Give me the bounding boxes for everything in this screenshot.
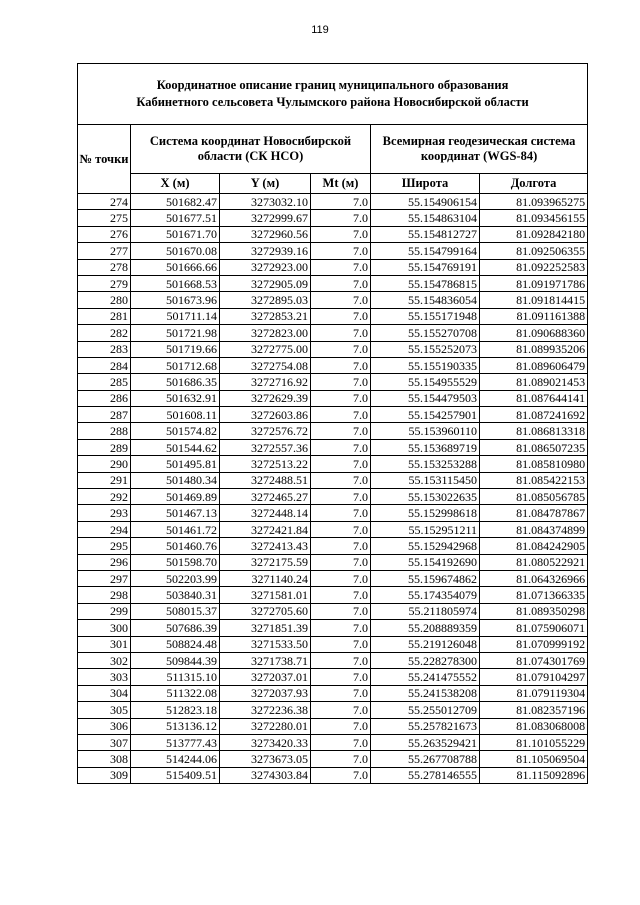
cell-y: 3272853.21 — [220, 308, 311, 324]
cell-longitude: 81.085810980 — [480, 456, 588, 472]
cell-mt: 7.0 — [311, 194, 371, 210]
cell-point-number: 293 — [78, 505, 131, 521]
table-row — [78, 751, 588, 767]
cell-point-number: 274 — [78, 194, 131, 210]
cell-x: 513136.12 — [131, 718, 220, 734]
cell-point-number: 287 — [78, 407, 131, 423]
cell-x: 501670.08 — [131, 243, 220, 259]
cell-y: 3272939.16 — [220, 243, 311, 259]
cell-longitude: 81.092842180 — [480, 226, 588, 242]
cell-point-number: 297 — [78, 570, 131, 586]
cell-mt: 7.0 — [311, 718, 371, 734]
cell-mt: 7.0 — [311, 685, 371, 701]
cell-y: 3273032.10 — [220, 194, 311, 210]
cell-y: 3272895.03 — [220, 292, 311, 308]
cell-y: 3274303.84 — [220, 767, 311, 783]
cell-latitude: 55.154479503 — [371, 390, 480, 406]
cell-longitude: 81.093965275 — [480, 194, 588, 210]
cell-latitude: 55.154955529 — [371, 374, 480, 390]
cell-latitude: 55.155190335 — [371, 357, 480, 373]
cell-latitude: 55.153253288 — [371, 456, 480, 472]
cell-longitude: 81.080522921 — [480, 554, 588, 570]
cell-y: 3273673.05 — [220, 751, 311, 767]
table-row — [78, 669, 588, 685]
cell-y: 3271533.50 — [220, 636, 311, 652]
table-row — [78, 505, 588, 521]
table-row — [78, 587, 588, 603]
cell-mt: 7.0 — [311, 456, 371, 472]
cell-x: 501608.11 — [131, 407, 220, 423]
cell-x: 508015.37 — [131, 603, 220, 619]
cell-point-number: 308 — [78, 751, 131, 767]
cell-y: 3272576.72 — [220, 423, 311, 439]
table-row — [78, 423, 588, 439]
cell-x: 512823.18 — [131, 702, 220, 718]
cell-longitude: 81.084242905 — [480, 538, 588, 554]
coordinates-table — [77, 63, 588, 784]
cell-x: 501544.62 — [131, 439, 220, 455]
cell-point-number: 306 — [78, 718, 131, 734]
cell-mt: 7.0 — [311, 702, 371, 718]
header-y: Y (м) — [220, 174, 311, 194]
table-row — [78, 734, 588, 750]
cell-y: 3272960.56 — [220, 226, 311, 242]
cell-y: 3272413.43 — [220, 538, 311, 554]
cell-longitude: 81.089021453 — [480, 374, 588, 390]
cell-x: 501598.70 — [131, 554, 220, 570]
cell-point-number: 307 — [78, 734, 131, 750]
cell-latitude: 55.219126048 — [371, 636, 480, 652]
table-row — [78, 620, 588, 636]
cell-x: 501469.89 — [131, 489, 220, 505]
cell-x: 515409.51 — [131, 767, 220, 783]
cell-x: 511315.10 — [131, 669, 220, 685]
cell-x: 501721.98 — [131, 325, 220, 341]
cell-latitude: 55.153022635 — [371, 489, 480, 505]
cell-point-number: 294 — [78, 521, 131, 537]
cell-point-number: 305 — [78, 702, 131, 718]
cell-latitude: 55.153115450 — [371, 472, 480, 488]
cell-point-number: 299 — [78, 603, 131, 619]
cell-y: 3271738.71 — [220, 652, 311, 668]
cell-x: 501682.47 — [131, 194, 220, 210]
table-row — [78, 652, 588, 668]
cell-point-number: 277 — [78, 243, 131, 259]
table-row — [78, 521, 588, 537]
cell-y: 3271851.39 — [220, 620, 311, 636]
table-row — [78, 407, 588, 423]
table-title-line-1: Координатное описание границ муниципального образования — [156, 78, 509, 92]
cell-latitude: 55.153689719 — [371, 439, 480, 455]
cell-mt: 7.0 — [311, 407, 371, 423]
cell-point-number: 280 — [78, 292, 131, 308]
cell-point-number: 288 — [78, 423, 131, 439]
cell-x: 503840.31 — [131, 587, 220, 603]
cell-longitude: 81.091161388 — [480, 308, 588, 324]
cell-y: 3272705.60 — [220, 603, 311, 619]
cell-mt: 7.0 — [311, 374, 371, 390]
cell-mt: 7.0 — [311, 554, 371, 570]
cell-longitude: 81.093456155 — [480, 210, 588, 226]
header-mt: Mt (м) — [311, 174, 371, 194]
cell-x: 501712.68 — [131, 357, 220, 373]
cell-y: 3272999.67 — [220, 210, 311, 226]
cell-mt: 7.0 — [311, 669, 371, 685]
cell-x: 501719.66 — [131, 341, 220, 357]
cell-latitude: 55.155171948 — [371, 308, 480, 324]
cell-y: 3272775.00 — [220, 341, 311, 357]
cell-mt: 7.0 — [311, 390, 371, 406]
table-row — [78, 374, 588, 390]
cell-longitude: 81.070999192 — [480, 636, 588, 652]
cell-longitude: 81.085422153 — [480, 472, 588, 488]
cell-latitude: 55.263529421 — [371, 734, 480, 750]
table-row — [78, 357, 588, 373]
cell-longitude: 81.091971786 — [480, 275, 588, 291]
cell-longitude: 81.089935206 — [480, 341, 588, 357]
cell-latitude: 55.152951211 — [371, 521, 480, 537]
table-row — [78, 636, 588, 652]
cell-latitude: 55.155252073 — [371, 341, 480, 357]
table-row — [78, 718, 588, 734]
cell-point-number: 304 — [78, 685, 131, 701]
cell-latitude: 55.154257901 — [371, 407, 480, 423]
cell-x: 507686.39 — [131, 620, 220, 636]
cell-mt: 7.0 — [311, 423, 371, 439]
cell-y: 3273420.33 — [220, 734, 311, 750]
table-row — [78, 570, 588, 586]
table-row — [78, 325, 588, 341]
cell-point-number: 301 — [78, 636, 131, 652]
cell-latitude: 55.152942968 — [371, 538, 480, 554]
header-wgs-system: Всемирная геодезическая система координат (WGS-84) — [371, 125, 588, 174]
table-row — [78, 603, 588, 619]
cell-point-number: 303 — [78, 669, 131, 685]
cell-y: 3272823.00 — [220, 325, 311, 341]
cell-point-number: 302 — [78, 652, 131, 668]
cell-y: 3272488.51 — [220, 472, 311, 488]
cell-latitude: 55.154836054 — [371, 292, 480, 308]
cell-longitude: 81.091814415 — [480, 292, 588, 308]
cell-mt: 7.0 — [311, 751, 371, 767]
cell-point-number: 300 — [78, 620, 131, 636]
cell-latitude: 55.174354079 — [371, 587, 480, 603]
cell-mt: 7.0 — [311, 652, 371, 668]
table-row — [78, 554, 588, 570]
cell-point-number: 281 — [78, 308, 131, 324]
cell-point-number: 279 — [78, 275, 131, 291]
cell-x: 513777.43 — [131, 734, 220, 750]
cell-mt: 7.0 — [311, 587, 371, 603]
cell-point-number: 292 — [78, 489, 131, 505]
cell-x: 501711.14 — [131, 308, 220, 324]
cell-mt: 7.0 — [311, 226, 371, 242]
cell-mt: 7.0 — [311, 570, 371, 586]
cell-mt: 7.0 — [311, 275, 371, 291]
cell-longitude: 81.089350298 — [480, 603, 588, 619]
cell-longitude: 81.087241692 — [480, 407, 588, 423]
cell-longitude: 81.079104297 — [480, 669, 588, 685]
cell-point-number: 295 — [78, 538, 131, 554]
cell-y: 3271581.01 — [220, 587, 311, 603]
header-local-system: Система координат Новосибирской области (СК НСО) — [131, 125, 371, 174]
cell-y: 3272421.84 — [220, 521, 311, 537]
cell-longitude: 81.092506355 — [480, 243, 588, 259]
cell-y: 3272603.86 — [220, 407, 311, 423]
cell-longitude: 81.079119304 — [480, 685, 588, 701]
cell-mt: 7.0 — [311, 439, 371, 455]
cell-point-number: 286 — [78, 390, 131, 406]
cell-mt: 7.0 — [311, 489, 371, 505]
cell-point-number: 276 — [78, 226, 131, 242]
cell-mt: 7.0 — [311, 636, 371, 652]
cell-point-number: 291 — [78, 472, 131, 488]
cell-x: 501671.70 — [131, 226, 220, 242]
cell-mt: 7.0 — [311, 620, 371, 636]
cell-longitude: 81.105069504 — [480, 751, 588, 767]
cell-mt: 7.0 — [311, 734, 371, 750]
cell-y: 3272037.01 — [220, 669, 311, 685]
table-row — [78, 685, 588, 701]
table-row — [78, 439, 588, 455]
cell-latitude: 55.154863104 — [371, 210, 480, 226]
cell-x: 501677.51 — [131, 210, 220, 226]
cell-y: 3272754.08 — [220, 357, 311, 373]
cell-latitude: 55.267708788 — [371, 751, 480, 767]
cell-longitude: 81.064326966 — [480, 570, 588, 586]
cell-point-number: 278 — [78, 259, 131, 275]
cell-latitude: 55.154799164 — [371, 243, 480, 259]
cell-longitude: 81.071366335 — [480, 587, 588, 603]
cell-latitude: 55.153960110 — [371, 423, 480, 439]
cell-latitude: 55.155270708 — [371, 325, 480, 341]
cell-longitude: 81.074301769 — [480, 652, 588, 668]
cell-longitude: 81.084787867 — [480, 505, 588, 521]
cell-point-number: 282 — [78, 325, 131, 341]
cell-mt: 7.0 — [311, 538, 371, 554]
cell-mt: 7.0 — [311, 521, 371, 537]
cell-x: 501495.81 — [131, 456, 220, 472]
cell-x: 501666.66 — [131, 259, 220, 275]
cell-x: 502203.99 — [131, 570, 220, 586]
cell-longitude: 81.092252583 — [480, 259, 588, 275]
cell-y: 3272513.22 — [220, 456, 311, 472]
table-row — [78, 702, 588, 718]
cell-x: 511322.08 — [131, 685, 220, 701]
cell-mt: 7.0 — [311, 243, 371, 259]
cell-y: 3272280.01 — [220, 718, 311, 734]
table-row — [78, 259, 588, 275]
cell-latitude: 55.154906154 — [371, 194, 480, 210]
header-longitude: Долгота — [480, 174, 588, 194]
cell-y: 3271140.24 — [220, 570, 311, 586]
cell-point-number: 285 — [78, 374, 131, 390]
table-row — [78, 390, 588, 406]
cell-latitude: 55.255012709 — [371, 702, 480, 718]
cell-longitude: 81.101055229 — [480, 734, 588, 750]
cell-latitude: 55.278146555 — [371, 767, 480, 783]
table-row — [78, 472, 588, 488]
cell-longitude: 81.075906071 — [480, 620, 588, 636]
cell-mt: 7.0 — [311, 767, 371, 783]
cell-x: 514244.06 — [131, 751, 220, 767]
cell-y: 3272629.39 — [220, 390, 311, 406]
table-body — [78, 194, 588, 784]
cell-longitude: 81.082357196 — [480, 702, 588, 718]
cell-longitude: 81.085056785 — [480, 489, 588, 505]
table-row — [78, 341, 588, 357]
cell-point-number: 298 — [78, 587, 131, 603]
cell-mt: 7.0 — [311, 325, 371, 341]
cell-x: 501632.91 — [131, 390, 220, 406]
cell-longitude: 81.089606479 — [480, 357, 588, 373]
cell-y: 3272448.14 — [220, 505, 311, 521]
cell-y: 3272923.00 — [220, 259, 311, 275]
cell-y: 3272716.92 — [220, 374, 311, 390]
table-row — [78, 456, 588, 472]
cell-y: 3272175.59 — [220, 554, 311, 570]
cell-latitude: 55.257821673 — [371, 718, 480, 734]
page-number: 119 — [311, 24, 329, 36]
cell-latitude: 55.154786815 — [371, 275, 480, 291]
table-row — [78, 767, 588, 783]
cell-mt: 7.0 — [311, 472, 371, 488]
cell-latitude: 55.241538208 — [371, 685, 480, 701]
cell-longitude: 81.090688360 — [480, 325, 588, 341]
cell-longitude: 81.087644141 — [480, 390, 588, 406]
cell-mt: 7.0 — [311, 341, 371, 357]
cell-y: 3272557.36 — [220, 439, 311, 455]
cell-point-number: 296 — [78, 554, 131, 570]
header-x: X (м) — [131, 174, 220, 194]
cell-mt: 7.0 — [311, 603, 371, 619]
cell-x: 501460.76 — [131, 538, 220, 554]
cell-point-number: 309 — [78, 767, 131, 783]
header-point-number: № точки — [78, 125, 131, 194]
cell-latitude: 55.211805974 — [371, 603, 480, 619]
cell-x: 508824.48 — [131, 636, 220, 652]
table-row — [78, 292, 588, 308]
cell-longitude: 81.083068008 — [480, 718, 588, 734]
table-title — [78, 64, 588, 125]
cell-x: 501574.82 — [131, 423, 220, 439]
cell-latitude: 55.152998618 — [371, 505, 480, 521]
cell-x: 509844.39 — [131, 652, 220, 668]
cell-latitude: 55.154812727 — [371, 226, 480, 242]
cell-y: 3272236.38 — [220, 702, 311, 718]
cell-mt: 7.0 — [311, 210, 371, 226]
table-title-line-2: Кабинетного сельсовета Чулымского района Новосибирской области — [136, 95, 529, 109]
cell-mt: 7.0 — [311, 308, 371, 324]
cell-mt: 7.0 — [311, 357, 371, 373]
cell-longitude: 81.086813318 — [480, 423, 588, 439]
table-row — [78, 489, 588, 505]
cell-longitude: 81.115092896 — [480, 767, 588, 783]
cell-point-number: 275 — [78, 210, 131, 226]
cell-longitude: 81.084374899 — [480, 521, 588, 537]
cell-mt: 7.0 — [311, 505, 371, 521]
cell-x: 501686.35 — [131, 374, 220, 390]
cell-latitude: 55.159674862 — [371, 570, 480, 586]
table-row — [78, 308, 588, 324]
table-row — [78, 210, 588, 226]
cell-point-number: 290 — [78, 456, 131, 472]
cell-point-number: 289 — [78, 439, 131, 455]
cell-latitude: 55.228278300 — [371, 652, 480, 668]
cell-x: 501461.72 — [131, 521, 220, 537]
cell-latitude: 55.154192690 — [371, 554, 480, 570]
cell-y: 3272465.27 — [220, 489, 311, 505]
cell-latitude: 55.241475552 — [371, 669, 480, 685]
cell-x: 501480.34 — [131, 472, 220, 488]
table-row — [78, 538, 588, 554]
cell-point-number: 283 — [78, 341, 131, 357]
table-row — [78, 194, 588, 210]
table-row — [78, 243, 588, 259]
cell-latitude: 55.154769191 — [371, 259, 480, 275]
cell-latitude: 55.208889359 — [371, 620, 480, 636]
cell-mt: 7.0 — [311, 292, 371, 308]
cell-mt: 7.0 — [311, 259, 371, 275]
table-row — [78, 226, 588, 242]
cell-x: 501673.96 — [131, 292, 220, 308]
cell-longitude: 81.086507235 — [480, 439, 588, 455]
cell-point-number: 284 — [78, 357, 131, 373]
cell-y: 3272037.93 — [220, 685, 311, 701]
table-row — [78, 275, 588, 291]
cell-y: 3272905.09 — [220, 275, 311, 291]
cell-x: 501668.53 — [131, 275, 220, 291]
cell-x: 501467.13 — [131, 505, 220, 521]
header-latitude: Широта — [371, 174, 480, 194]
